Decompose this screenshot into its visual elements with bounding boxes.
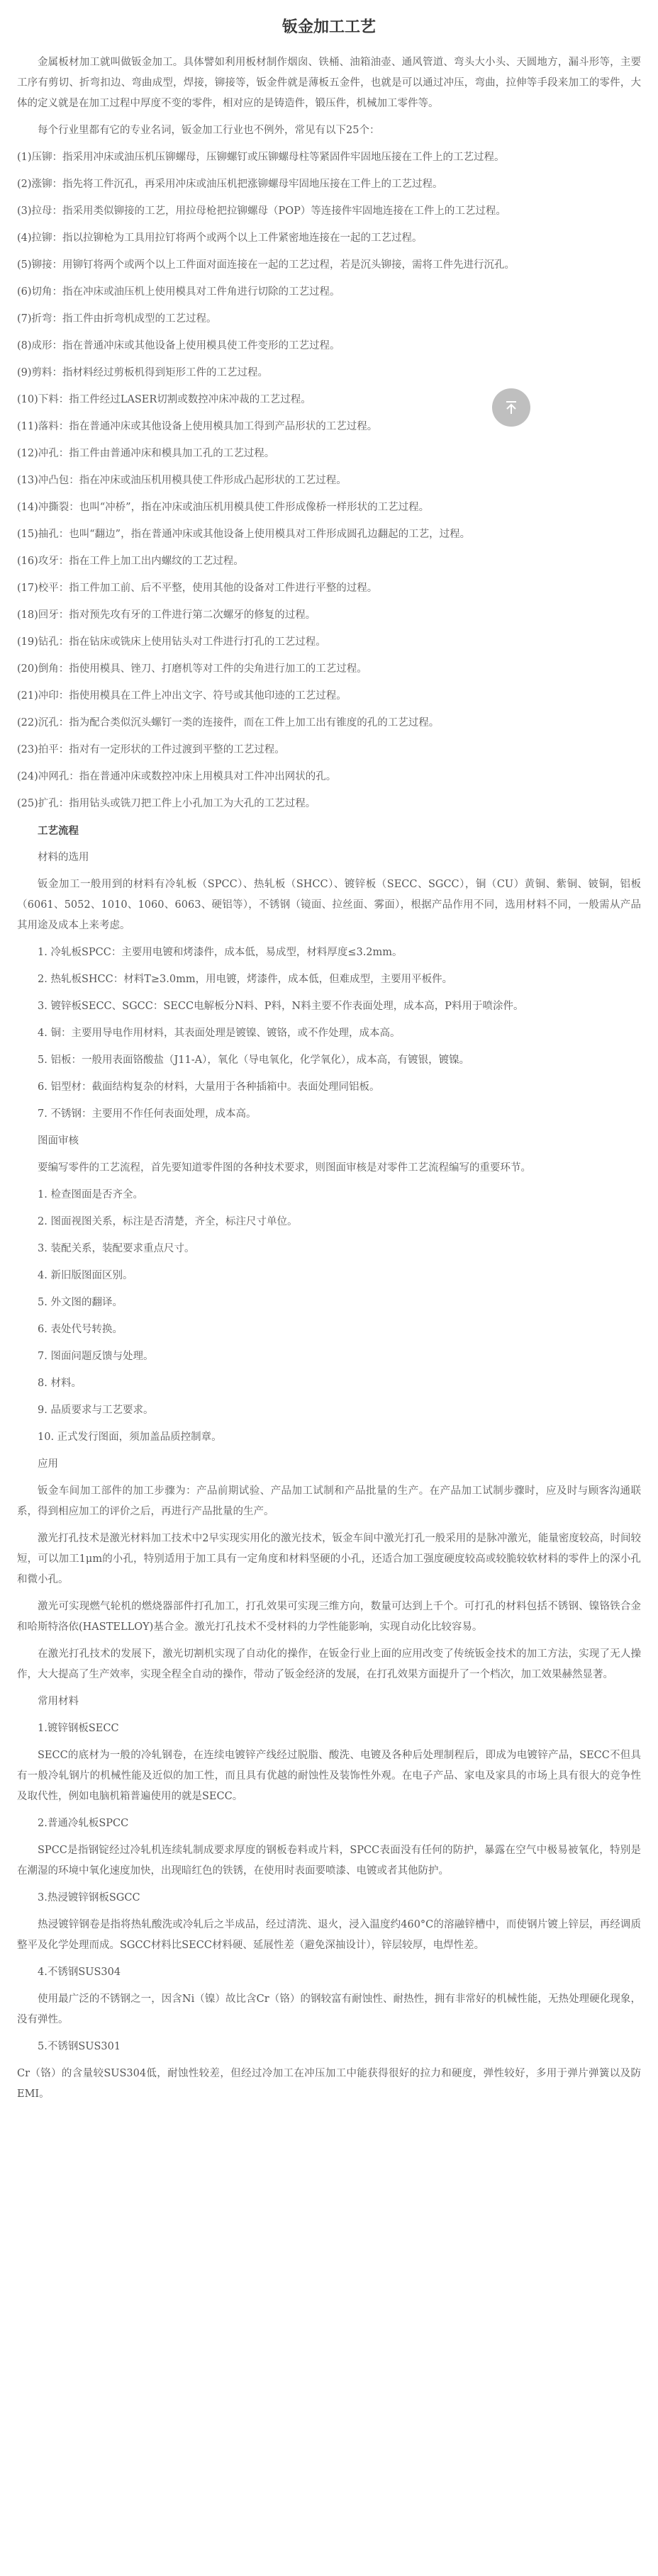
application-paragraph: 在激光打孔技术的发展下，激光切割机实现了自动化的操作，在钣金行业上面的应用改变了传统钣金技术的加工方法，实现了无人操作，大大提高了生产效率，实现全程全自动的操作，带动了钣金经济的发展，在打孔效果方面提升了一个档次，加工效果赫然显著。 (17, 1648, 641, 1680)
application-paragraph: 激光可实现燃气轮机的燃烧器部件打孔加工，打孔效果可实现三维方向，数量可达到上千个。可打孔的材料包括不锈钢、镍铬铁合金和哈斯特洛依(HASTELLOY)基合金。激光打孔技术不受材料的力学性能影响，实现自动化比较容易。 (17, 1601, 641, 1633)
scroll-to-top-button[interactable] (492, 388, 530, 427)
term-item: (16)攻牙：指在工件上加工出内螺纹的工艺过程。 (17, 556, 244, 567)
drawing-intro: 要编写零件的工艺流程，首先要知道零件图的各种技术要求，则图面审核是对零件工艺流程编写的重要环节。 (38, 1162, 531, 1174)
drawing-step: 6. 表处代号转换。 (38, 1324, 123, 1335)
term-item: (25)扩孔：指用钻头或铣刀把工件上小孔加工为大孔的工艺过程。 (17, 798, 316, 809)
common-material-desc: 热浸镀锌钢卷是指将热轧酸洗或冷轧后之半成品，经过清洗、退火，浸入温度约460°C的溶融锌槽中，而使钢片镀上锌层，再经调质整平及化学处理而成。SGCC材料比SECC材料硬、延展性差（避免深抽设计），锌层较厚，电焊性差。 (17, 1919, 641, 1951)
term-item: (11)落料：指在普通冲床或其他设备上使用模具加工得到产品形状的工艺过程。 (17, 421, 378, 432)
common-material-name: 1.镀锌钢板SECC (38, 1723, 119, 1734)
materials-list (17, 943, 641, 1125)
term-item: (22)沉孔：指为配合类似沉头螺钉一类的连接件，而在工件上加工出有锥度的孔的工艺过程。 (17, 717, 440, 729)
material-item: 7. 不锈钢：主要用不作任何表面处理，成本高。 (38, 1108, 257, 1120)
common-materials-heading: 常用材料 (38, 1696, 79, 1707)
term-item: (4)拉铆：指以拉铆枪为工具用拉钉将两个或两个以上工件紧密地连接在一起的工艺过程。 (17, 232, 423, 244)
common-material-name: 4.不锈钢SUS304 (38, 1967, 121, 1978)
common-material-desc: SPCC是指钢锭经过冷轧机连续轧制成要求厚度的钢板卷料或片料，SPCC表面没有任何的防护，暴露在空气中极易被氧化，特别是在潮湿的环境中氧化速度加快，出现暗红色的铁锈，在使用时表面要喷漆、电镀或者其他防护。 (17, 1845, 641, 1877)
drawing-step: 10. 正式发行图面，须加盖品质控制章。 (38, 1432, 222, 1443)
drawing-step: 8. 材料。 (38, 1378, 82, 1389)
term-item: (10)下料：指工件经过LASER切割或数控冲床冲裁的工艺过程。 (17, 394, 311, 405)
term-item: (8)成形：指在普通冲床或其他设备上使用模具使工件变形的工艺过程。 (17, 340, 340, 351)
material-item: 5. 铝板：一般用表面铬酸盐（J11-A），氧化（导电氧化，化学氧化），成本高，有镀银，镀镍。 (38, 1054, 470, 1066)
term-item: (13)冲凸包：指在冲床或油压机用模具使工件形成凸起形状的工艺过程。 (17, 475, 347, 486)
intro-paragraph: 金属板材加工就叫做钣金加工。具体譬如利用板材制作烟囱、铁桶、油箱油壶、通风管道、弯头大小头、天圆地方，漏斗形等，主要工序有剪切、折弯扣边、弯曲成型，焊接，铆接等，钣金件就是薄板五金件，也就是可以通过冲压，弯曲，拉伸等手段来加工的零件，大体的定义就是在加工过程中厚度不变的零件，相对应的是铸造件，锻压件，机械加工零件等。 (17, 57, 641, 109)
term-item: (6)切角：指在冲床或油压机上使用模具对工件角进行切除的工艺过程。 (17, 286, 340, 298)
application-paragraph: 钣金车间加工部件的加工步骤为：产品前期试验、产品加工试制和产品批量的生产。在产品加工试制步骤时，应及时与顾客沟通联系，得到相应加工的评价之后，再进行产品批量的生产。 (17, 1485, 641, 1517)
term-item: (9)剪料：指材料经过剪板机得到矩形工件的工艺过程。 (17, 367, 269, 378)
term-item: (21)冲印：指使用模具在工件上冲出文字、符号或其他印迹的工艺过程。 (17, 690, 347, 702)
term-item: (18)回牙：指对预先攻有牙的工件进行第二次螺牙的修复的过程。 (17, 609, 316, 621)
terms-list (17, 147, 641, 814)
materials-heading: 材料的选用 (38, 852, 89, 863)
materials-intro: 钣金加工一般用到的材料有冷轧板（SPCC）、热轧板（SHCC）、镀锌板（SECC、SGCC），铜（CU）黄铜、紫铜、铍铜，铝板（6061、5052、1010、1060、6063、硬铝等），不锈钢（镜面、拉丝面、雾面），根据产品作用不同，选用材料不同，一般需从产品其用途及成本上来考虑。 (17, 879, 641, 931)
term-item: (12)冲孔：指工件由普通冲床和模具加工孔的工艺过程。 (17, 448, 275, 459)
common-material-name: 3.热浸镀锌钢板SGCC (38, 1892, 140, 1903)
common-material-desc: SECC的底材为一般的冷轧钢卷，在连续电镀锌产线经过脱脂、酸洗、电镀及各种后处理制程后，即成为电镀锌产品，SECC不但具有一般冷轧钢片的机械性能及近似的加工性，而且具有优越的耐蚀性及装饰性外观。在电子产品、家电及家具的市场上具有很大的竞争性及取代性，例如电脑机箱普遍使用的就是SECC。 (17, 1750, 641, 1802)
drawing-step: 1. 检查图面是否齐全。 (38, 1189, 143, 1200)
term-item: (3)拉母：指采用类似铆接的工艺，用拉母枪把拉铆螺母（POP）等连接件牢固地连接在工件上的工艺过程。 (17, 206, 506, 217)
process-heading: 工艺流程 (38, 825, 79, 837)
drawing-steps-list (17, 1185, 641, 1448)
term-item: (17)校平：指工件加工前、后不平整，使用其他的设备对工件进行平整的过程。 (17, 583, 378, 594)
term-item: (5)铆接：用铆钉将两个或两个以上工件面对面连接在一起的工艺过程，若是沉头铆接，需将工件先进行沉孔。 (17, 259, 515, 271)
drawing-step: 7. 图面问题反馈与处理。 (38, 1351, 154, 1362)
drawing-step: 2. 图面视图关系，标注是否清楚，齐全，标注尺寸单位。 (38, 1216, 298, 1227)
material-item: 4. 铜：主要用导电作用材料，其表面处理是镀镍、镀铬，或不作处理，成本高。 (38, 1028, 401, 1039)
material-item: 3. 镀锌板SECC、SGCC：SECC电解板分N料、P料，N料主要不作表面处理，成本高，P料用于喷涂件。 (38, 1001, 524, 1012)
term-item: (7)折弯：指工件由折弯机成型的工艺过程。 (17, 313, 217, 325)
terms-intro: 每个行业里都有它的专业名词，钣金加工行业也不例外，常见有以下25个： (38, 125, 380, 136)
term-item: (1)压铆：指采用冲床或油压机压铆螺母，压铆螺钉或压铆螺母柱等紧固件牢固地压接在工件上的工艺过程。 (17, 152, 505, 163)
common-material-desc: 使用最广泛的不锈钢之一，因含Ni（镍）故比含Cr（铬）的钢较富有耐蚀性、耐热性，拥有非常好的机械性能，无热处理硬化现象，没有弹性。 (17, 1993, 641, 2025)
term-item: (24)冲网孔：指在普通冲床或数控冲床上用模具对工件冲出网状的孔。 (17, 771, 337, 782)
article (17, 0, 641, 2105)
term-item: (23)拍平：指对有一定形状的工件过渡到平整的工艺过程。 (17, 744, 285, 755)
term-item: (14)冲撕裂：也叫“冲桥”，指在冲床或油压机用模具使工件形成像桥一样形状的工艺过程。 (17, 502, 430, 513)
application-heading: 应用 (38, 1458, 58, 1470)
material-item: 1. 冷轧板SPCC：主要用电镀和烤漆件，成本低，易成型，材料厚度≤3.2mm。 (38, 947, 403, 958)
material-item: 6. 铝型材：截面结构复杂的材料，大量用于各种插箱中。表面处理同铝板。 (38, 1081, 380, 1093)
page-title: 钣金加工工艺 (281, 18, 376, 36)
term-item: (15)抽孔：也叫“翻边”，指在普通冲床或其他设备上使用模具对工件形成圆孔边翻起的工艺，过程。 (17, 529, 471, 540)
common-materials-list (17, 1719, 641, 2105)
drawing-step: 3. 装配关系，装配要求重点尺寸。 (38, 1243, 195, 1254)
drawing-heading: 图面审核 (38, 1135, 79, 1147)
term-item: (20)倒角：指使用模具、锉刀、打磨机等对工件的尖角进行加工的工艺过程。 (17, 663, 367, 675)
drawing-step: 9. 品质要求与工艺要求。 (38, 1405, 154, 1416)
common-material-name: 2.普通冷轧板SPCC (38, 1818, 129, 1829)
application-paragraph: 激光打孔技术是激光材料加工技术中2早实现实用化的激光技术，钣金车间中激光打孔一般采用的是脉冲激光，能量密度较高，时间较短，可以加工1μm的小孔，特别适用于加工具有一定角度和材料坚硬的小孔，还适合加工强度硬度较高或较脆较软材料的零件上的深小孔和微小孔。 (17, 1533, 641, 1585)
term-item: (2)涨铆：指先将工件沉孔，再采用冲床或油压机把涨铆螺母牢固地压接在工件上的工艺过程。 (17, 179, 443, 190)
drawing-step: 4. 新旧版图面区别。 (38, 1270, 133, 1281)
material-item: 2. 热轧板SHCC：材料T≥3.0mm，用电镀，烤漆件，成本低，但难成型，主要用平板件。 (38, 974, 453, 985)
common-material-desc: Cr（铬）的含量较SUS304低，耐蚀性较差，但经过冷加工在冲压加工中能获得很好的拉力和硬度，弹性较好，多用于弹片弹簧以及防EMI。 (17, 2068, 641, 2100)
arrow-up-icon (503, 399, 520, 416)
common-material-name: 5.不锈钢SUS301 (38, 2041, 121, 2052)
term-item: (19)钻孔：指在钻床或铣床上使用钻头对工件进行打孔的工艺过程。 (17, 636, 326, 648)
drawing-step: 5. 外文图的翻译。 (38, 1297, 123, 1308)
